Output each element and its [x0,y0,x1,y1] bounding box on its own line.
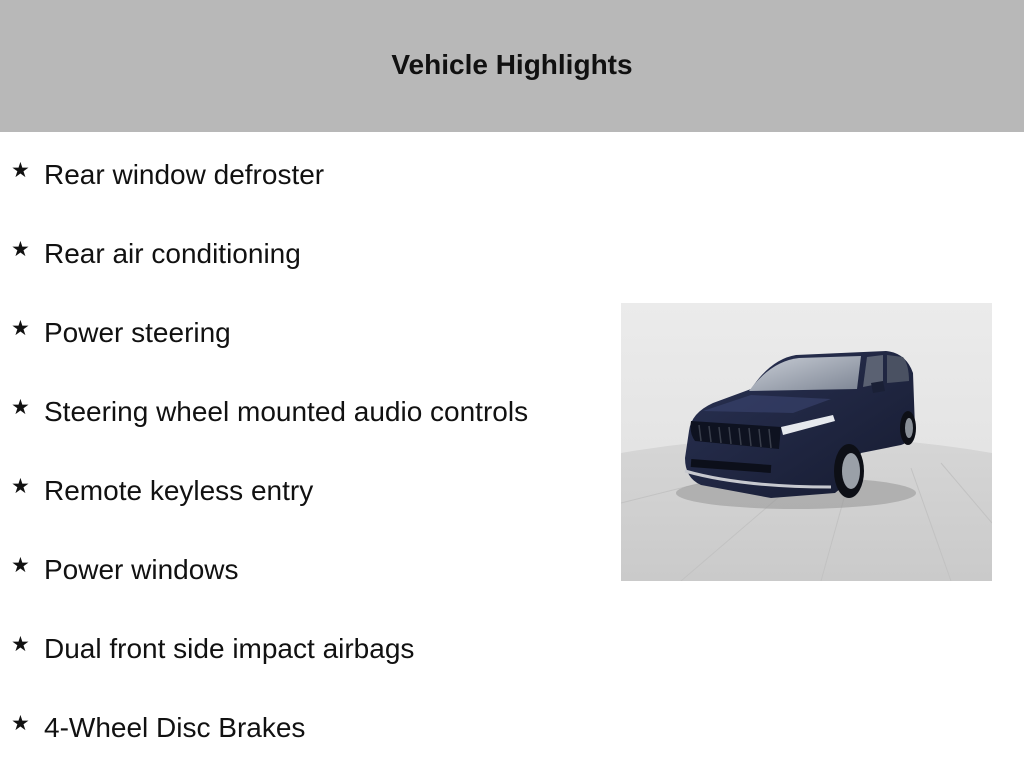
star-icon: ★ [11,633,30,656]
feature-label: 4-Wheel Disc Brakes [44,712,306,743]
star-icon: ★ [11,396,30,419]
feature-label: Power windows [44,554,239,585]
star-icon: ★ [11,317,30,340]
star-icon: ★ [11,712,30,735]
page-title: Vehicle Highlights [391,49,633,80]
feature-label: Rear air conditioning [44,238,301,269]
feature-label: Steering wheel mounted audio controls [44,396,529,427]
feature-label: Remote keyless entry [44,475,314,506]
star-icon: ★ [11,475,30,498]
feature-label: Power steering [44,317,231,348]
star-icon: ★ [11,554,30,577]
vehicle-photo [621,303,992,581]
star-icon: ★ [11,238,30,261]
feature-label: Dual front side impact airbags [44,633,415,664]
feature-label: Rear window defroster [44,159,325,190]
page-header [0,0,1024,132]
star-icon: ★ [11,159,30,182]
